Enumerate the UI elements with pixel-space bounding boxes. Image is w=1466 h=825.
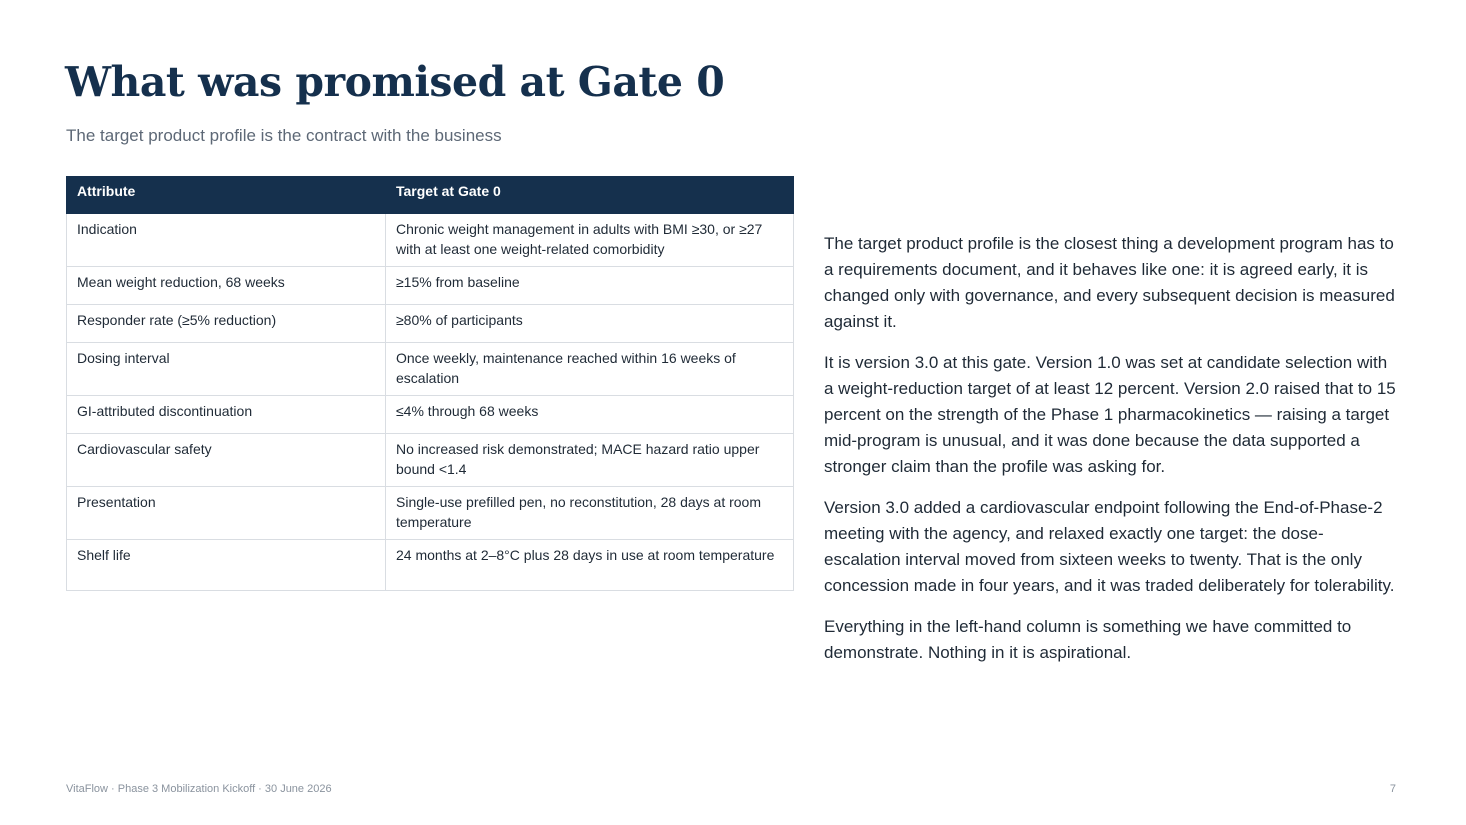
table-row (67, 396, 794, 434)
attribute-cell: Indication (67, 214, 386, 267)
table-header-row (67, 177, 794, 214)
target-cell: ≥15% from baseline (386, 267, 794, 305)
target-cell: Once weekly, maintenance reached within 16 weeks of escalation (386, 343, 794, 396)
target-cell: ≤4% through 68 weeks (386, 396, 794, 434)
attribute-cell: GI-attributed discontinuation (67, 396, 386, 434)
footer-caption: VitaFlow · Phase 3 Mobilization Kickoff · 30 June 2026 (66, 783, 332, 795)
slide-title: What was promised at Gate 0 (65, 58, 725, 106)
attribute-cell: Responder rate (≥5% reduction) (67, 305, 386, 343)
column-header-target: Target at Gate 0 (386, 177, 794, 214)
target-cell: Single-use prefilled pen, no reconstitution, 28 days at room temperature (386, 487, 794, 540)
table-row (67, 267, 794, 305)
attribute-cell: Presentation (67, 487, 386, 540)
narrative-text (824, 231, 1399, 681)
attribute-cell: Shelf life (67, 540, 386, 591)
target-cell: No increased risk demonstrated; MACE hazard ratio upper bound <1.4 (386, 434, 794, 487)
table-row (67, 214, 794, 267)
table-row (67, 305, 794, 343)
column-header-attribute: Attribute (67, 177, 386, 214)
target-cell: 24 months at 2–8°C plus 28 days in use at room temperature (386, 540, 794, 591)
table-row (67, 434, 794, 487)
target-product-profile-table (66, 176, 794, 591)
narrative-paragraph: The target product profile is the closest thing a development program has to a requirements document, and it behaves like one: it is agreed early, it is changed only with governance, and every subsequent decision is measured against it. (824, 234, 1395, 331)
narrative-paragraph: Version 3.0 added a cardiovascular endpoint following the End-of-Phase-2 meeting with the agency, and relaxed exactly one target: the dose-escalation interval moved from sixteen weeks to twenty. That is the only concession made in four years, and it was traded deliberately for tolerability. (824, 498, 1395, 595)
attribute-cell: Cardiovascular safety (67, 434, 386, 487)
table-row (67, 343, 794, 396)
table-row (67, 487, 794, 540)
narrative-paragraph: It is version 3.0 at this gate. Version 1.0 was set at candidate selection with a weight-reduction target of at least 12 percent. Version 2.0 raised that to 15 percent on the strength of the Phase 1 pharmacokinetics — raising a target mid-program is unusual, and it was done because the data supported a stronger claim than the profile was asking for. (824, 353, 1396, 476)
attribute-cell: Mean weight reduction, 68 weeks (67, 267, 386, 305)
slide-subtitle: The target product profile is the contract with the business (66, 126, 502, 145)
attribute-cell: Dosing interval (67, 343, 386, 396)
page-number: 7 (1389, 783, 1396, 795)
narrative-paragraph: Everything in the left-hand column is something we have committed to demonstrate. Nothing in it is aspirational. (824, 617, 1352, 662)
target-cell: Chronic weight management in adults with BMI ≥30, or ≥27 with at least one weight-related comorbidity (386, 214, 794, 267)
table-row (67, 540, 794, 591)
target-cell: ≥80% of participants (386, 305, 794, 343)
